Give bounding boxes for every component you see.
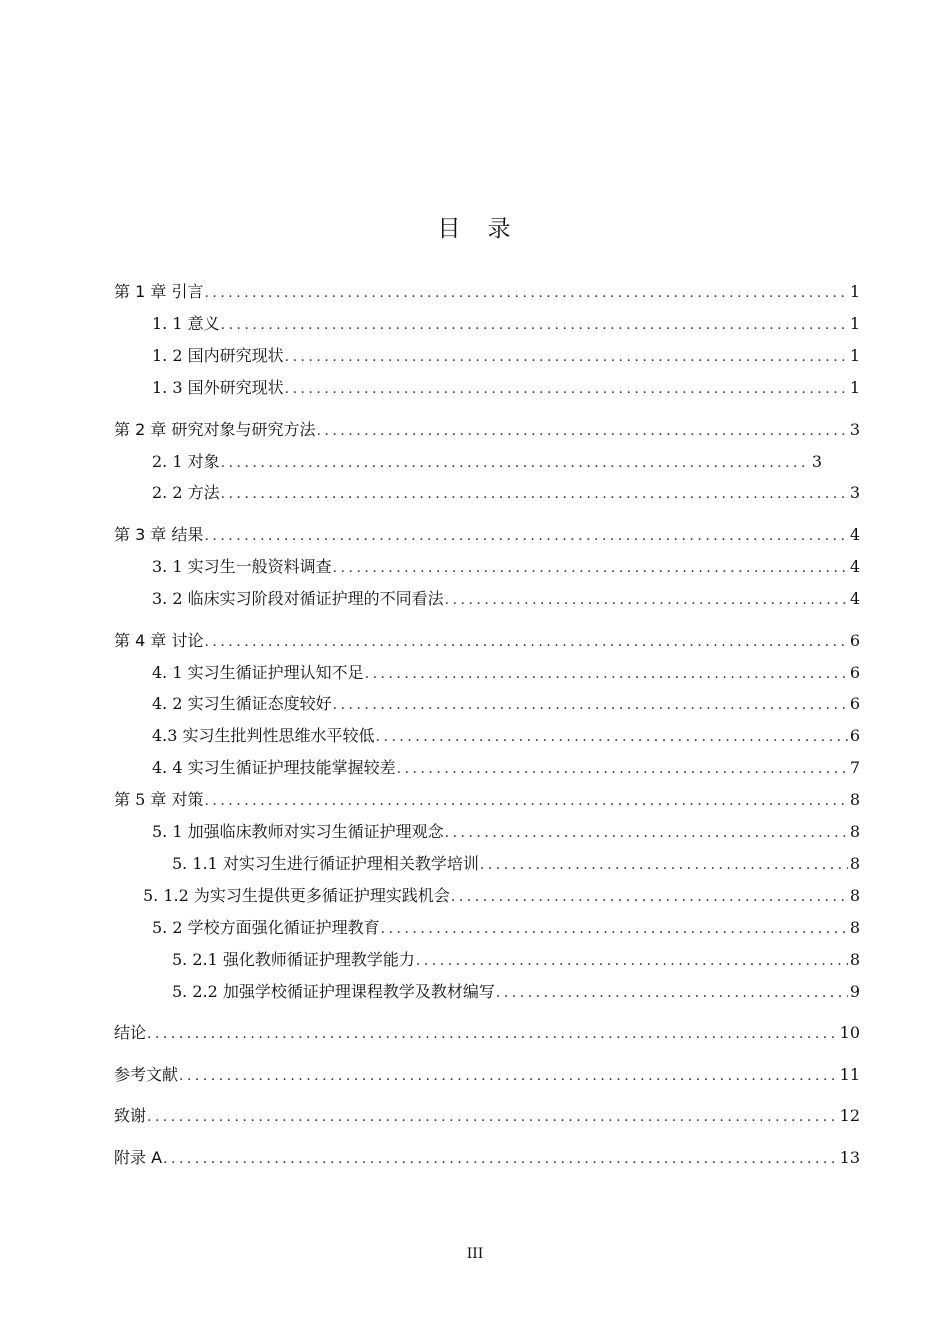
toc-entry-page: 1 (849, 346, 860, 365)
toc-entry-5-1-1[interactable] (172, 852, 860, 876)
toc-leader-dots (415, 949, 848, 973)
toc-entry-5-2-2[interactable] (172, 980, 860, 1004)
toc-leader-dots (220, 482, 848, 506)
toc-entry-page: 6 (849, 663, 860, 682)
toc-entry-label: 4. 4 实习生循证护理技能掌握较差 (152, 758, 396, 777)
toc-entry-label: 参考文献 (114, 1065, 179, 1084)
toc-entry-label: 结论 (114, 1023, 147, 1042)
toc-entry-1-1[interactable] (152, 312, 860, 336)
toc-leader-dots (479, 853, 848, 877)
toc-entry-label: 第 1 章 引言 (114, 282, 204, 301)
toc-entry-4-3[interactable] (152, 724, 860, 748)
toc-leader-dots (444, 588, 848, 612)
toc-entry-page: 11 (839, 1065, 860, 1084)
toc-entry-page: 12 (839, 1106, 860, 1125)
toc-entry-label: 第 5 章 对策 (114, 790, 204, 809)
toc-leader-dots (450, 885, 848, 909)
toc-entry-page: 13 (839, 1148, 860, 1167)
toc-entry-label: 第 3 章 结果 (114, 525, 204, 544)
toc-entry-label: 5. 2 学校方面强化循证护理教育 (152, 918, 380, 937)
toc-entry-label: 4. 1 实习生循证护理认知不足 (152, 663, 364, 682)
toc-entry-page: 3 (811, 452, 822, 471)
toc-entry-label: 5. 1.2 为实习生提供更多循证护理实践机会 (143, 886, 450, 905)
toc-entry-3-1[interactable] (152, 555, 860, 579)
toc-leader-dots (220, 451, 810, 475)
toc-entry-page: 3 (849, 483, 860, 502)
toc-entry-label: 2. 1 对象 (152, 452, 220, 471)
toc-entry-chapter-5[interactable] (114, 788, 860, 812)
toc-entry-label: 3. 1 实习生一般资料调查 (152, 557, 332, 576)
toc-entry-label: 4. 2 实习生循证态度较好 (152, 694, 332, 713)
toc-entry-page: 10 (839, 1023, 860, 1042)
toc-entry-4-2[interactable] (152, 692, 860, 716)
toc-entry-page: 8 (849, 886, 860, 905)
toc-entry-chapter-1[interactable] (114, 280, 860, 304)
toc-leader-dots (375, 725, 848, 749)
toc-entry-4-1[interactable] (152, 661, 860, 685)
toc-leader-dots (146, 1022, 838, 1046)
toc-entry-5-1-2[interactable] (143, 884, 860, 908)
toc-entry-page: 1 (849, 282, 860, 301)
toc-entry-page: 1 (849, 314, 860, 333)
toc-entry-acknowledgements[interactable] (114, 1104, 860, 1128)
toc-entry-2-1[interactable] (152, 450, 822, 474)
toc-entry-1-2[interactable] (152, 344, 860, 368)
toc-leader-dots (364, 662, 848, 686)
toc-leader-dots (495, 981, 848, 1005)
toc-entry-page: 8 (849, 950, 860, 969)
toc-entry-label: 第 4 章 讨论 (114, 631, 204, 650)
toc-entry-label: 1. 1 意义 (152, 314, 220, 333)
toc-entry-page: 8 (849, 790, 860, 809)
toc-entry-appendix-a[interactable] (114, 1146, 860, 1170)
toc-entry-page: 7 (849, 758, 860, 777)
toc-entry-4-4[interactable] (152, 756, 860, 780)
toc-leader-dots (284, 345, 848, 369)
toc-entry-label: 5. 1.1 对实习生进行循证护理相关教学培训 (172, 854, 479, 873)
toc-entry-page: 8 (849, 854, 860, 873)
toc-entry-page: 8 (849, 822, 860, 841)
toc-entry-chapter-2[interactable] (114, 418, 860, 442)
toc-entry-page: 6 (849, 726, 860, 745)
toc-entry-page: 6 (849, 694, 860, 713)
toc-leader-dots (203, 789, 847, 813)
toc-title: 目 录 (437, 216, 513, 242)
toc-leader-dots (146, 1105, 838, 1129)
toc-entry-label: 附录 A (114, 1148, 163, 1167)
toc-leader-dots (203, 524, 847, 548)
toc-leader-dots (220, 313, 848, 337)
toc-entry-page: 9 (849, 982, 860, 1001)
toc-entry-label: 1. 2 国内研究现状 (152, 346, 284, 365)
toc-entry-page: 6 (849, 631, 860, 650)
toc-leader-dots (162, 1147, 838, 1171)
toc-entry-label: 5. 2.1 强化教师循证护理教学能力 (172, 950, 415, 969)
toc-entry-5-1[interactable] (152, 820, 860, 844)
toc-entry-page: 3 (849, 420, 860, 439)
toc-entry-2-2[interactable] (152, 481, 860, 505)
toc-entry-label: 4.3 实习生批判性思维水平较低 (152, 726, 375, 745)
toc-entry-page: 4 (849, 525, 860, 544)
toc-entry-page: 8 (849, 918, 860, 937)
toc-entry-page: 4 (849, 589, 860, 608)
toc-leader-dots (315, 419, 847, 443)
toc-leader-dots (332, 556, 848, 580)
toc-leader-dots (444, 821, 848, 845)
toc-entry-1-3[interactable] (152, 376, 860, 400)
toc-entry-5-2-1[interactable] (172, 948, 860, 972)
toc-leader-dots (380, 917, 848, 941)
toc-leader-dots (284, 377, 848, 401)
toc-entry-label: 第 2 章 研究对象与研究方法 (114, 420, 316, 439)
toc-entry-label: 5. 2.2 加强学校循证护理课程教学及教材编写 (172, 982, 495, 1001)
toc-leader-dots (203, 630, 847, 654)
toc-leader-dots (396, 757, 848, 781)
toc-entry-chapter-4[interactable] (114, 629, 860, 653)
toc-leader-dots (178, 1064, 838, 1088)
toc-entry-chapter-3[interactable] (114, 523, 860, 547)
toc-entry-label: 5. 1 加强临床教师对实习生循证护理观念 (152, 822, 444, 841)
toc-leader-dots (332, 693, 848, 717)
page-number-footer: III (466, 1246, 484, 1262)
toc-entry-references[interactable] (114, 1063, 860, 1087)
toc-entry-page: 1 (849, 378, 860, 397)
toc-entry-label: 致谢 (114, 1106, 147, 1125)
toc-entry-page: 4 (849, 557, 860, 576)
toc-entry-5-2[interactable] (152, 916, 860, 940)
toc-entry-label: 3. 2 临床实习阶段对循证护理的不同看法 (152, 589, 444, 608)
toc-leader-dots (203, 281, 847, 305)
toc-entry-label: 1. 3 国外研究现状 (152, 378, 284, 397)
toc-entry-label: 2. 2 方法 (152, 483, 220, 502)
toc-entry-conclusion[interactable] (114, 1021, 860, 1045)
toc-entry-3-2[interactable] (152, 587, 860, 611)
